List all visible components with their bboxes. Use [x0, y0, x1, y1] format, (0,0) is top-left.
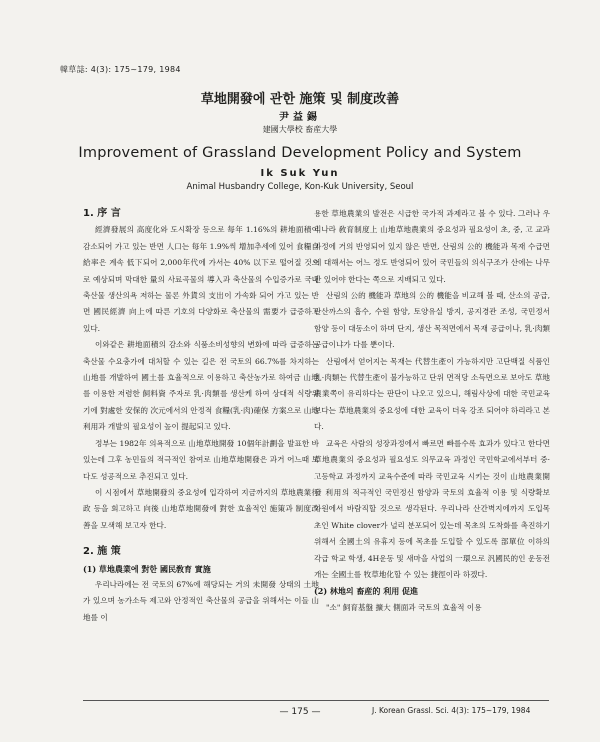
footer-journal-citation: J. Korean Grassl. Sci. 4(3): 175~179, 1984 — [372, 706, 531, 715]
subsection-heading: (2) 林地의 畜産的 利用 促進 — [314, 586, 419, 597]
section-heading-policy: 2. 施 策 — [83, 546, 121, 558]
paragraph: 산림에서 얻어지는 목재는 代替生產이 가능하지만 고단백질 식품인 乳·肉類는 代替生產이 불가능하고 단위 면적당 소득면으로 보아도 草地農業쪽이 유리하다는 판단이 나오고 있으니, 해림사상에 대한 국민교육 보다는 草地農業의 중요성에 대한 교육이 더욱 강조 되어야 하리라고 본다. — [314, 356, 550, 432]
paragraph: 용한 草地農業의 발전은 시급한 국가적 과제라고 볼 수 있다. 그러나 우리나라 敎育制度上 山地草地農業의 중요성과 필요성이 초, 중, 고 교과 과정에 거의 반영되어 있지 않은 반면, 산림의 公的 機能과 목재 수급면에 대해서는 어느 정도 반영되어 있어 국민들의 의식구조가 산에는 나무만 있어야 한다는 쪽으로 지배되고 있다. — [314, 209, 550, 284]
left-column — [83, 206, 319, 626]
author-english: Ik Suk Yun — [260, 168, 340, 179]
paragraph: 교육은 사람의 성장과정에서 빠르면 빠를수록 효과가 있다고 한다면 草地農業의 중요성과 필요성도 의무교육 과정인 국민학교에서부터 중·고등학교 과정까지 교육수준에 따라 국민교육 시키는 것이 山地農業開發 利用의 적극적인 국민정신 함양과 국토의 효율적 이용 및 식량확보 차원에서 바람직할 것으로 생각된다. 우리나라 산간벽지에까지 도입목초인 White clover가 널리 분포되어 있는데 목초의 도착화를 촉진하기 위해서 全國土의 유휴지 등에 목초를 도입할 수 있도록 部單位 이하의 각급 학교 학생, 4H운동 및 새마을 사업의 一環으로 汎國民的인 운동전개는 全國土를 牧草地化할 수 있는 捷徑이라 하겠다. — [314, 438, 550, 579]
section-heading-introduction: 1. 序 言 — [83, 208, 121, 219]
author-korean: 尹益錫 — [279, 112, 321, 123]
paragraph: "소" 飼育基盤 擴大 側面과 국토의 효율적 이용 — [326, 602, 482, 612]
paragraph: 經濟發展의 高度化와 도시확장 등으로 每年 1.16%의 耕地面積이 감소되어 가고 있는 반면 人口는 每年 1.9%씩 增加추세에 있어 食糧自給率은 계속 低下되어 2,000年代에 가서는 40% 以下로 떨어질 것으로 예상되며 막대한 量의 사료곡물의 導入과 축산물의 수입증가로 국내 축산물 생산의욕 저하는 물론 外貨의 支出이 가속화 되어 가고 있는 반면 國民經濟 向上에 따른 기호의 다양화로 축산물의 需要가 급증하고 있다. — [83, 225, 319, 333]
title-english: Improvement of Grassland Development Policy and System — [78, 145, 522, 161]
journal-citation: 韓草誌: 4(3): 175~179, 1984 — [60, 65, 181, 74]
title-korean: 草地開發에 관한 施策 및 制度改善 — [200, 92, 400, 107]
paragraph: 정부는 1982年 의욕적으로 山地草地開發 10個年計劃을 발표한 바 있는데 그후 농민들의 적극적인 참여로 山地草地開發은 과거 어느때 보다도 성공적으로 추진되고 있다. — [83, 438, 319, 481]
subsection-heading: (1) 草地農業에 對한 國民敎育 實施 — [83, 563, 211, 574]
page-number: — 175 — — [279, 707, 321, 717]
right-column — [314, 206, 550, 616]
paragraph: 이 시점에서 草地開發의 중요성에 입각하여 지금까지의 草地農業行政 등을 회고하고 向後 山地草地開發에 對한 효율적인 施策과 制度改善을 모색해 보고자 한다. — [83, 487, 319, 530]
paragraph: 이와같은 耕地面積의 감소와 식품소비성향의 변화에 따라 급증하는 축산물 수요충가에 대처할 수 있는 길은 전 국토의 66.7%를 차지하는 山地를 개발하여 國土를 효율적으로 이용하고 축산농가로 하여금 山地를 이용한 저렴한 飼料資 주자로 乳·肉類를 생산케 하여 상대적 식량위기에 對處한 安保的 次元에서의 안정적 食糧(乳·肉)確保 方案으로 山地利用과 개발의 필요성이 높이 提起되고 있다. — [83, 340, 319, 432]
affiliation-korean: 建國大學校 畜産大學 — [262, 125, 338, 134]
spacer — [83, 534, 319, 544]
paragraph: 우리나라에는 전 국토의 67%에 해당되는 거의 未開發 상태의 土地가 있으며 농가소득 제고와 안정적인 축산물의 공급을 위해서는 이들 山地를 이 — [83, 579, 319, 622]
footer-divider — [83, 700, 549, 701]
affiliation-english: Animal Husbandry College, Kon-Kuk University, Seoul — [186, 182, 414, 192]
paragraph: 산림의 公的 機能과 草地의 公的 機能을 비교해 볼 때, 산소의 공급, 탄산까스의 흡수, 수원 함양, 토양유실 방지, 공지경관 조성, 국민정서 함양 등이 대동소이 하며 단지, 생산 목적면에서 목재 공급이나, 乳·肉類 공급이냐가 다를 뿐이다. — [314, 291, 550, 350]
